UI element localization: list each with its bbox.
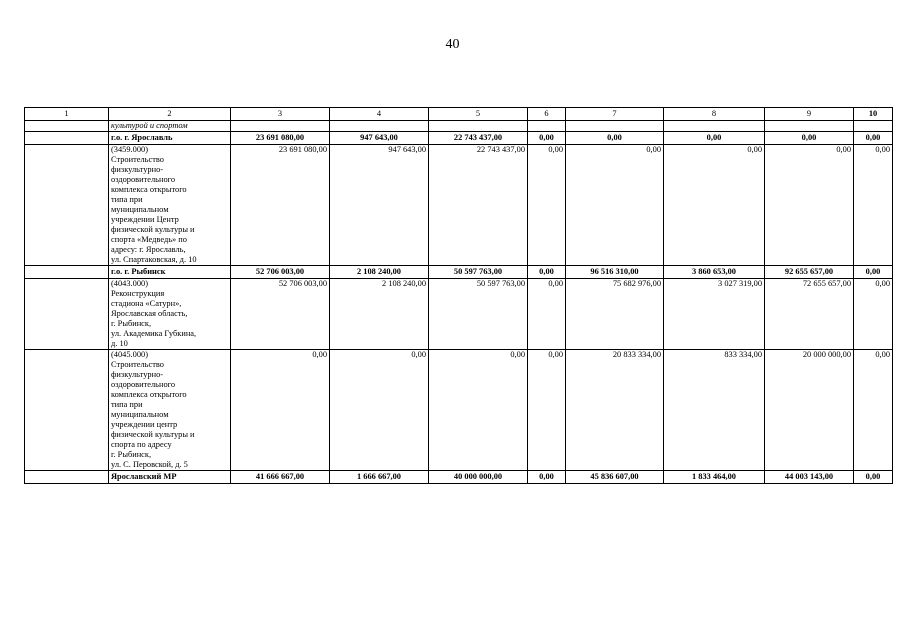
page-number: 40 <box>445 37 460 52</box>
subtotal-value: 22 743 437,00 <box>429 132 528 145</box>
project-value: 20 833 334,00 <box>566 350 664 471</box>
subtotal-value: 0,00 <box>528 266 566 279</box>
project-value: 2 108 240,00 <box>330 279 429 350</box>
project-row <box>25 279 893 350</box>
subtotal-value: 0,00 <box>854 471 893 484</box>
continuation-row <box>25 121 893 132</box>
budget-table <box>24 107 893 484</box>
project-description: (4043.000) Реконструкция стадиона «Сатурн», Ярославская область, г. Рыбинск, ул. Академика Губкина, д. 10 <box>109 279 231 350</box>
continuation-cell-6 <box>528 121 566 132</box>
subtotal-value: 92 655 657,00 <box>765 266 854 279</box>
project-value: 0,00 <box>528 279 566 350</box>
header-cell-1: 1 <box>25 108 109 121</box>
header-cell-2: 2 <box>109 108 231 121</box>
subtotal-value: 0,00 <box>765 132 854 145</box>
subtotal-value: 0,00 <box>854 132 893 145</box>
project-value: 947 643,00 <box>330 145 429 266</box>
subtotal-value: 40 000 000,00 <box>429 471 528 484</box>
project-value: 0,00 <box>566 145 664 266</box>
subtotal-value: 52 706 003,00 <box>231 266 330 279</box>
subtotal-row <box>25 266 893 279</box>
row-code-cell <box>25 279 109 350</box>
subtotal-row <box>25 471 893 484</box>
header-row <box>25 108 893 121</box>
subtotal-value: 96 516 310,00 <box>566 266 664 279</box>
header-cell-9: 9 <box>765 108 854 121</box>
project-value: 0,00 <box>854 145 893 266</box>
continuation-cell-7 <box>566 121 664 132</box>
subtotal-row <box>25 132 893 145</box>
header-cell-7: 7 <box>566 108 664 121</box>
project-value: 833 334,00 <box>664 350 765 471</box>
project-value: 0,00 <box>664 145 765 266</box>
row-code-cell <box>25 471 109 484</box>
project-value: 0,00 <box>528 145 566 266</box>
project-row <box>25 350 893 471</box>
subtotal-value: 0,00 <box>528 471 566 484</box>
project-value: 23 691 080,00 <box>231 145 330 266</box>
project-value: 22 743 437,00 <box>429 145 528 266</box>
continuation-cell-3 <box>231 121 330 132</box>
continuation-cell-4 <box>330 121 429 132</box>
subtotal-name: г.о. г. Ярославль <box>109 132 231 145</box>
subtotal-value: 1 833 464,00 <box>664 471 765 484</box>
row-code-cell <box>25 145 109 266</box>
project-value: 0,00 <box>854 350 893 471</box>
continuation-label: культурой и спортом <box>109 121 231 132</box>
continuation-cell-10 <box>854 121 893 132</box>
project-value: 3 027 319,00 <box>664 279 765 350</box>
project-row <box>25 145 893 266</box>
row-code-cell <box>25 132 109 145</box>
subtotal-value: 3 860 653,00 <box>664 266 765 279</box>
project-description: (4045.000) Строительство физкультурно- оздоровительного комплекса открытого типа при муниципальном учреждении центр физической культуры и спорта по адресу г. Рыбинск, ул. С. Перовской, д. 5 <box>109 350 231 471</box>
row-code-cell <box>25 266 109 279</box>
table-body <box>25 108 893 484</box>
subtotal-value: 45 836 607,00 <box>566 471 664 484</box>
header-cell-3: 3 <box>231 108 330 121</box>
continuation-cell-8 <box>664 121 765 132</box>
project-value: 75 682 976,00 <box>566 279 664 350</box>
subtotal-value: 947 643,00 <box>330 132 429 145</box>
project-value: 0,00 <box>765 145 854 266</box>
subtotal-value: 23 691 080,00 <box>231 132 330 145</box>
subtotal-value: 44 003 143,00 <box>765 471 854 484</box>
subtotal-value: 41 666 667,00 <box>231 471 330 484</box>
subtotal-value: 0,00 <box>566 132 664 145</box>
subtotal-name: Ярославский МР <box>109 471 231 484</box>
subtotal-value: 0,00 <box>854 266 893 279</box>
row-code-cell <box>25 350 109 471</box>
header-cell-8: 8 <box>664 108 765 121</box>
header-cell-10: 10 <box>854 108 893 121</box>
project-value: 0,00 <box>429 350 528 471</box>
header-cell-6: 6 <box>528 108 566 121</box>
continuation-cell-1 <box>25 121 109 132</box>
continuation-cell-5 <box>429 121 528 132</box>
subtotal-value: 50 597 763,00 <box>429 266 528 279</box>
project-value: 72 655 657,00 <box>765 279 854 350</box>
subtotal-value: 0,00 <box>664 132 765 145</box>
subtotal-value: 2 108 240,00 <box>330 266 429 279</box>
continuation-cell-9 <box>765 121 854 132</box>
project-value: 52 706 003,00 <box>231 279 330 350</box>
project-value: 0,00 <box>854 279 893 350</box>
project-value: 0,00 <box>330 350 429 471</box>
header-cell-5: 5 <box>429 108 528 121</box>
project-value: 20 000 000,00 <box>765 350 854 471</box>
subtotal-value: 1 666 667,00 <box>330 471 429 484</box>
subtotal-value: 0,00 <box>528 132 566 145</box>
project-value: 50 597 763,00 <box>429 279 528 350</box>
project-value: 0,00 <box>231 350 330 471</box>
project-description: (3459.000) Строительство физкультурно- оздоровительного комплекса открытого типа при муниципальном учреждении Центр физической культуры и спорта «Медведь» по адресу: г. Ярославль, ул. Спартаковская, д. 10 <box>109 145 231 266</box>
header-cell-4: 4 <box>330 108 429 121</box>
project-value: 0,00 <box>528 350 566 471</box>
subtotal-name: г.о. г. Рыбинск <box>109 266 231 279</box>
